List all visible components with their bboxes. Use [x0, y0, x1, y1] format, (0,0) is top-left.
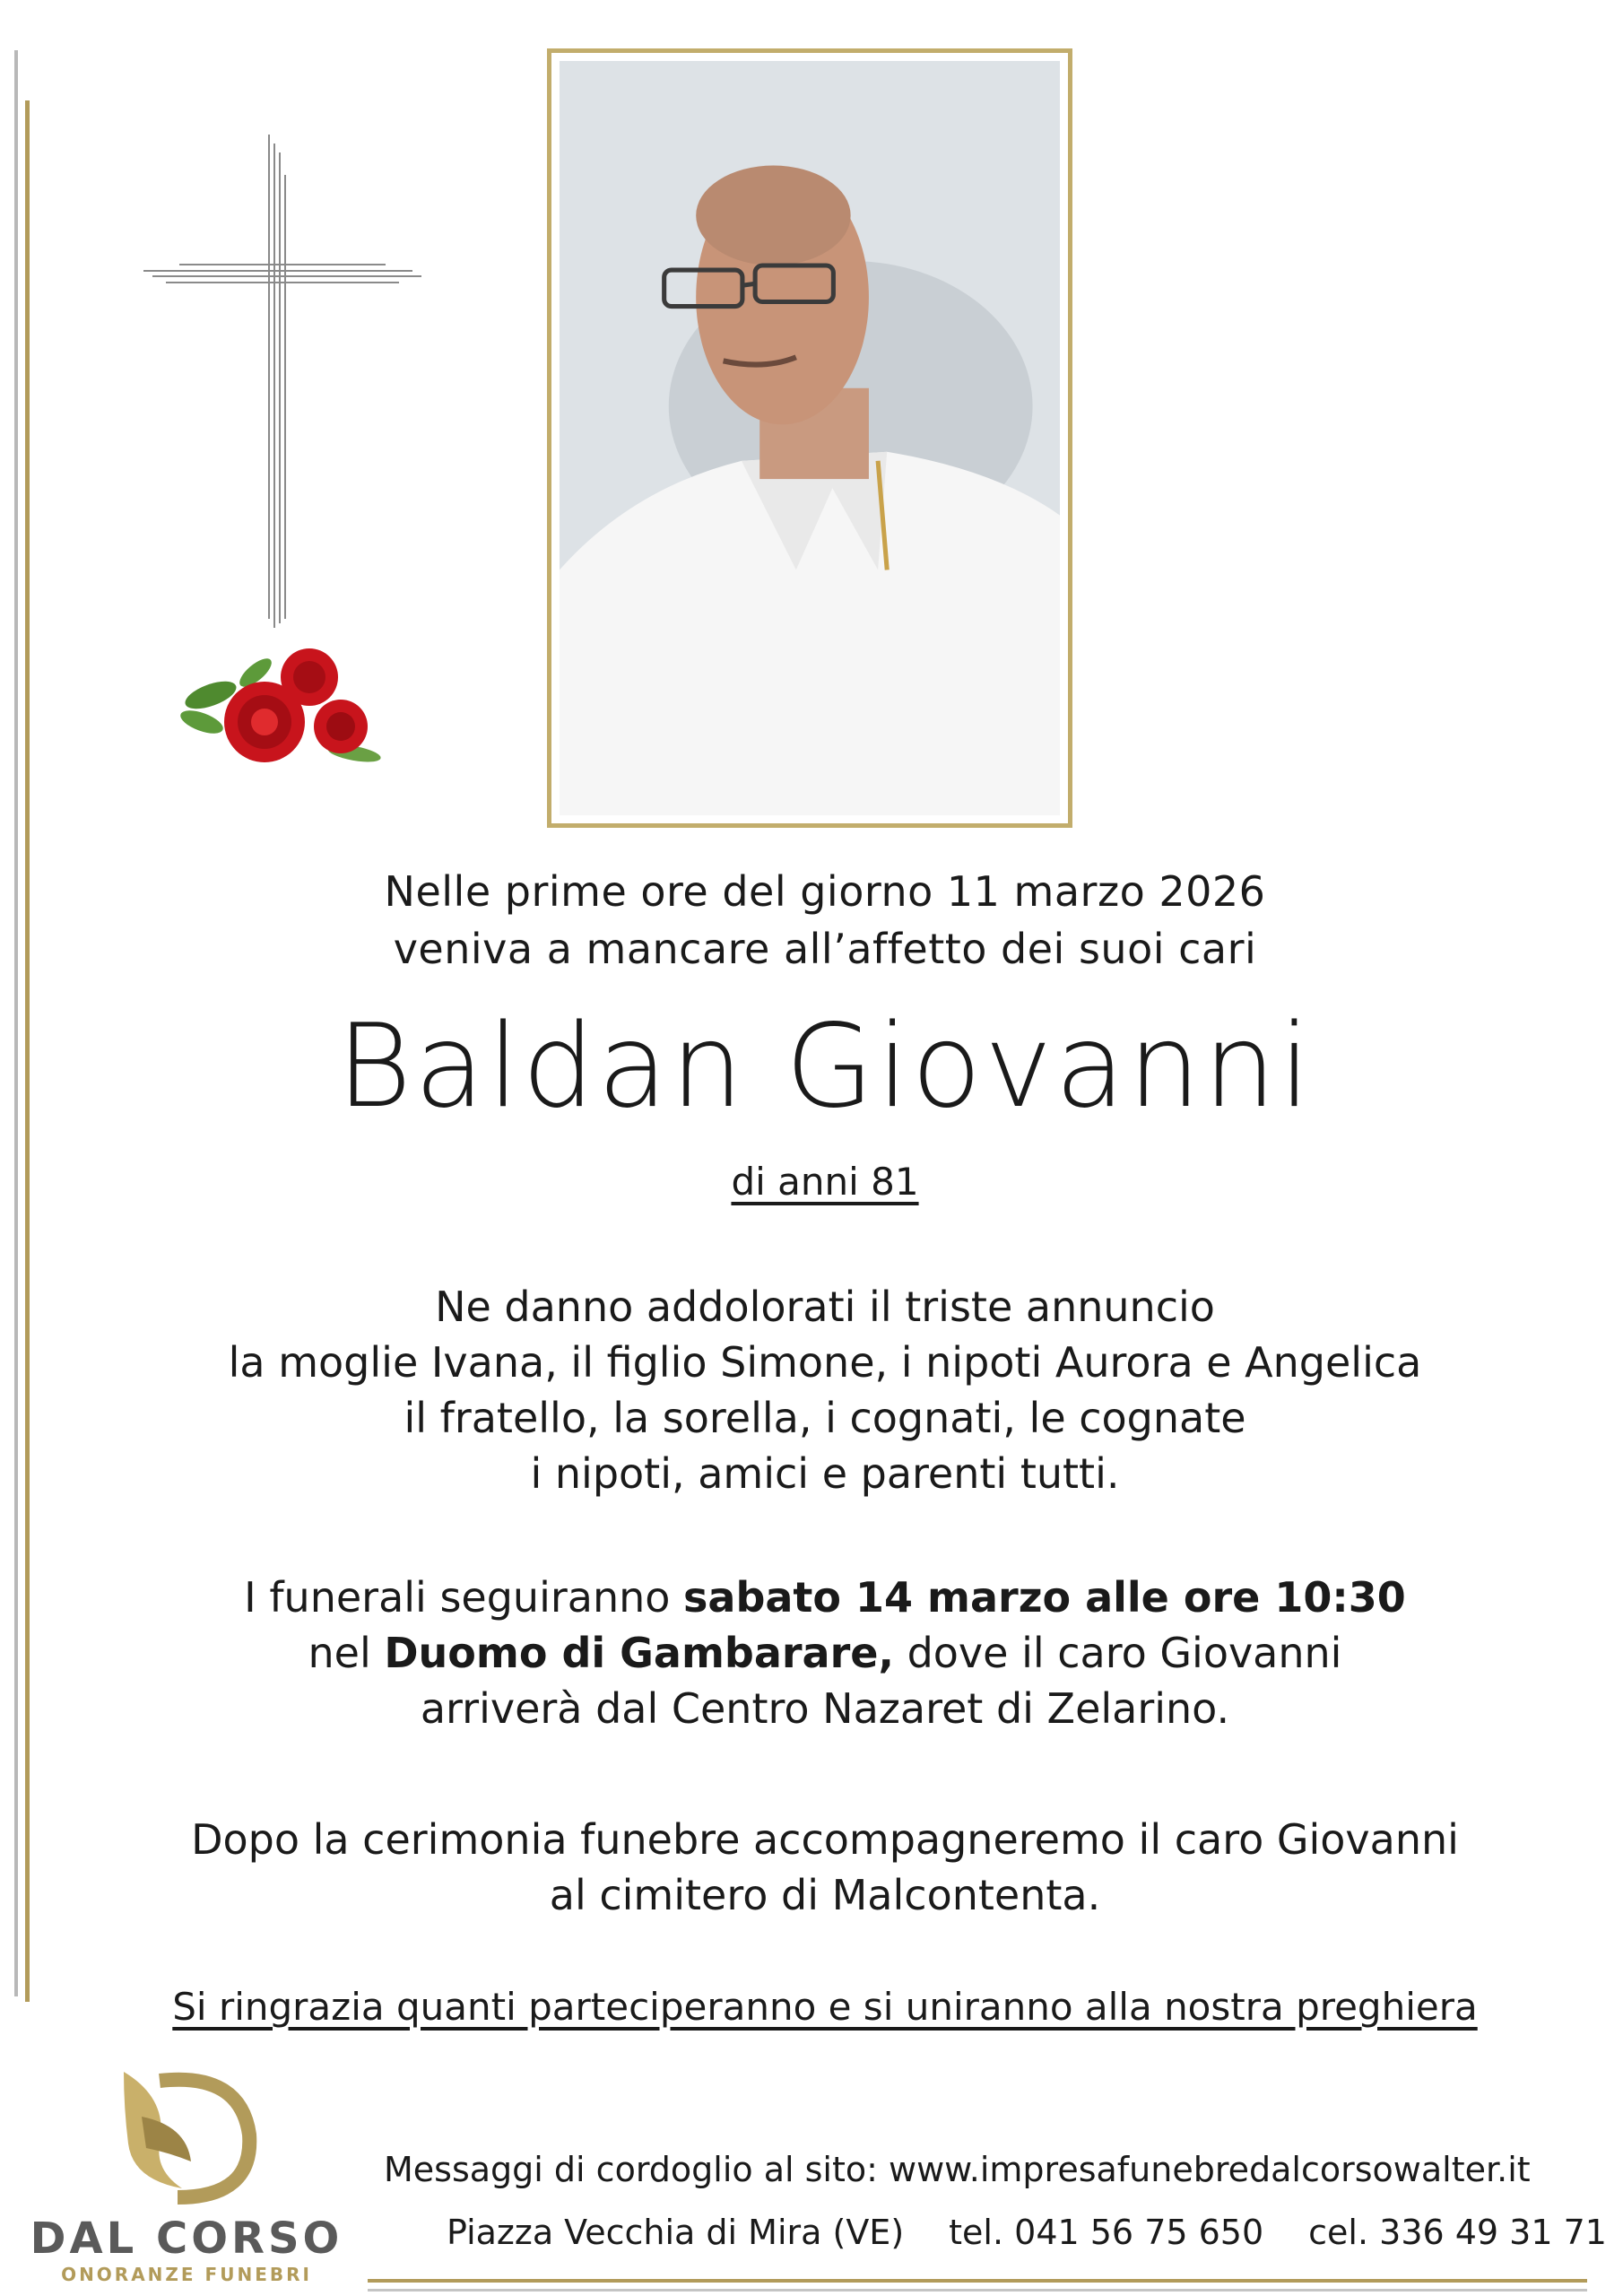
family-announcement	[108, 1279, 1542, 1501]
family-line-2: la moglie Ivana, il figlio Simone, i nipoti Aurora e Angelica	[228, 1338, 1422, 1387]
funeral-location: Duomo di Gambarare,	[384, 1629, 894, 1677]
funeral-line-3: arriverà dal Centro Nazaret di Zelarino.	[420, 1684, 1230, 1733]
burial-details	[108, 1812, 1542, 1923]
cross-icon	[143, 135, 421, 637]
mobile: cel. 336 49 31 71	[1308, 2213, 1607, 2252]
portrait-photo	[560, 61, 1060, 815]
funeral-nel: nel	[308, 1629, 385, 1677]
address: Piazza Vecchia di Mira (VE)	[447, 2213, 905, 2252]
thanks-text: Si ringrazia quanti parteciperanno e si uniranno alla nostra preghiera	[172, 1985, 1478, 2029]
footer-grey-line	[368, 2289, 1587, 2292]
funeral-line-2	[108, 1625, 1542, 1681]
thanks-line	[108, 1982, 1542, 2032]
dal-corso-logo-icon	[106, 2063, 267, 2206]
burial-line-1: Dopo la cerimonia funebre accompagneremo il caro Giovanni	[191, 1815, 1459, 1864]
logo-subtitle: ONORANZE FUNEBRI	[61, 2264, 312, 2285]
left-border-gold-line	[25, 100, 30, 2002]
funeral-date-time: sabato 14 marzo alle ore 10:30	[683, 1573, 1406, 1622]
deceased-name: Baldan Giovanni	[336, 1000, 1314, 1134]
contact-line	[447, 2210, 1607, 2255]
condolence-website-line: Messaggi di cordoglio al sito: www.impresafunebredalcorsowalter.it	[384, 2150, 1531, 2189]
logo-name: DAL CORSO	[30, 2213, 343, 2264]
intro-line-1: Nelle prime ore del giorno 11 marzo 2026	[384, 867, 1266, 916]
family-line-4: i nipoti, amici e parenti tutti.	[530, 1449, 1120, 1498]
funeral-post: dove il caro Giovanni	[893, 1629, 1342, 1677]
deceased-age	[108, 1157, 1542, 1207]
left-border-grey-line	[14, 50, 18, 1996]
intro-line-2: veniva a mancare all’affetto dei suoi cari	[393, 925, 1257, 973]
footer-gold-line	[368, 2279, 1587, 2283]
burial-line-2: al cimitero di Malcontenta.	[549, 1871, 1101, 1919]
funeral-pre: I funerali seguiranno	[244, 1573, 684, 1622]
intro-text	[108, 863, 1542, 978]
roses-icon	[175, 637, 390, 780]
portrait-photo-frame	[547, 48, 1072, 828]
family-line-1: Ne danno addolorati il triste annuncio	[435, 1283, 1215, 1331]
age-text: di anni 81	[731, 1160, 919, 1204]
telephone: tel. 041 56 75 650	[949, 2213, 1264, 2252]
funeral-details	[108, 1570, 1542, 1736]
funeral-line-1	[108, 1570, 1542, 1625]
portrait-illustration	[560, 61, 1060, 815]
family-line-3: il fratello, la sorella, i cognati, le cognate	[404, 1394, 1246, 1442]
